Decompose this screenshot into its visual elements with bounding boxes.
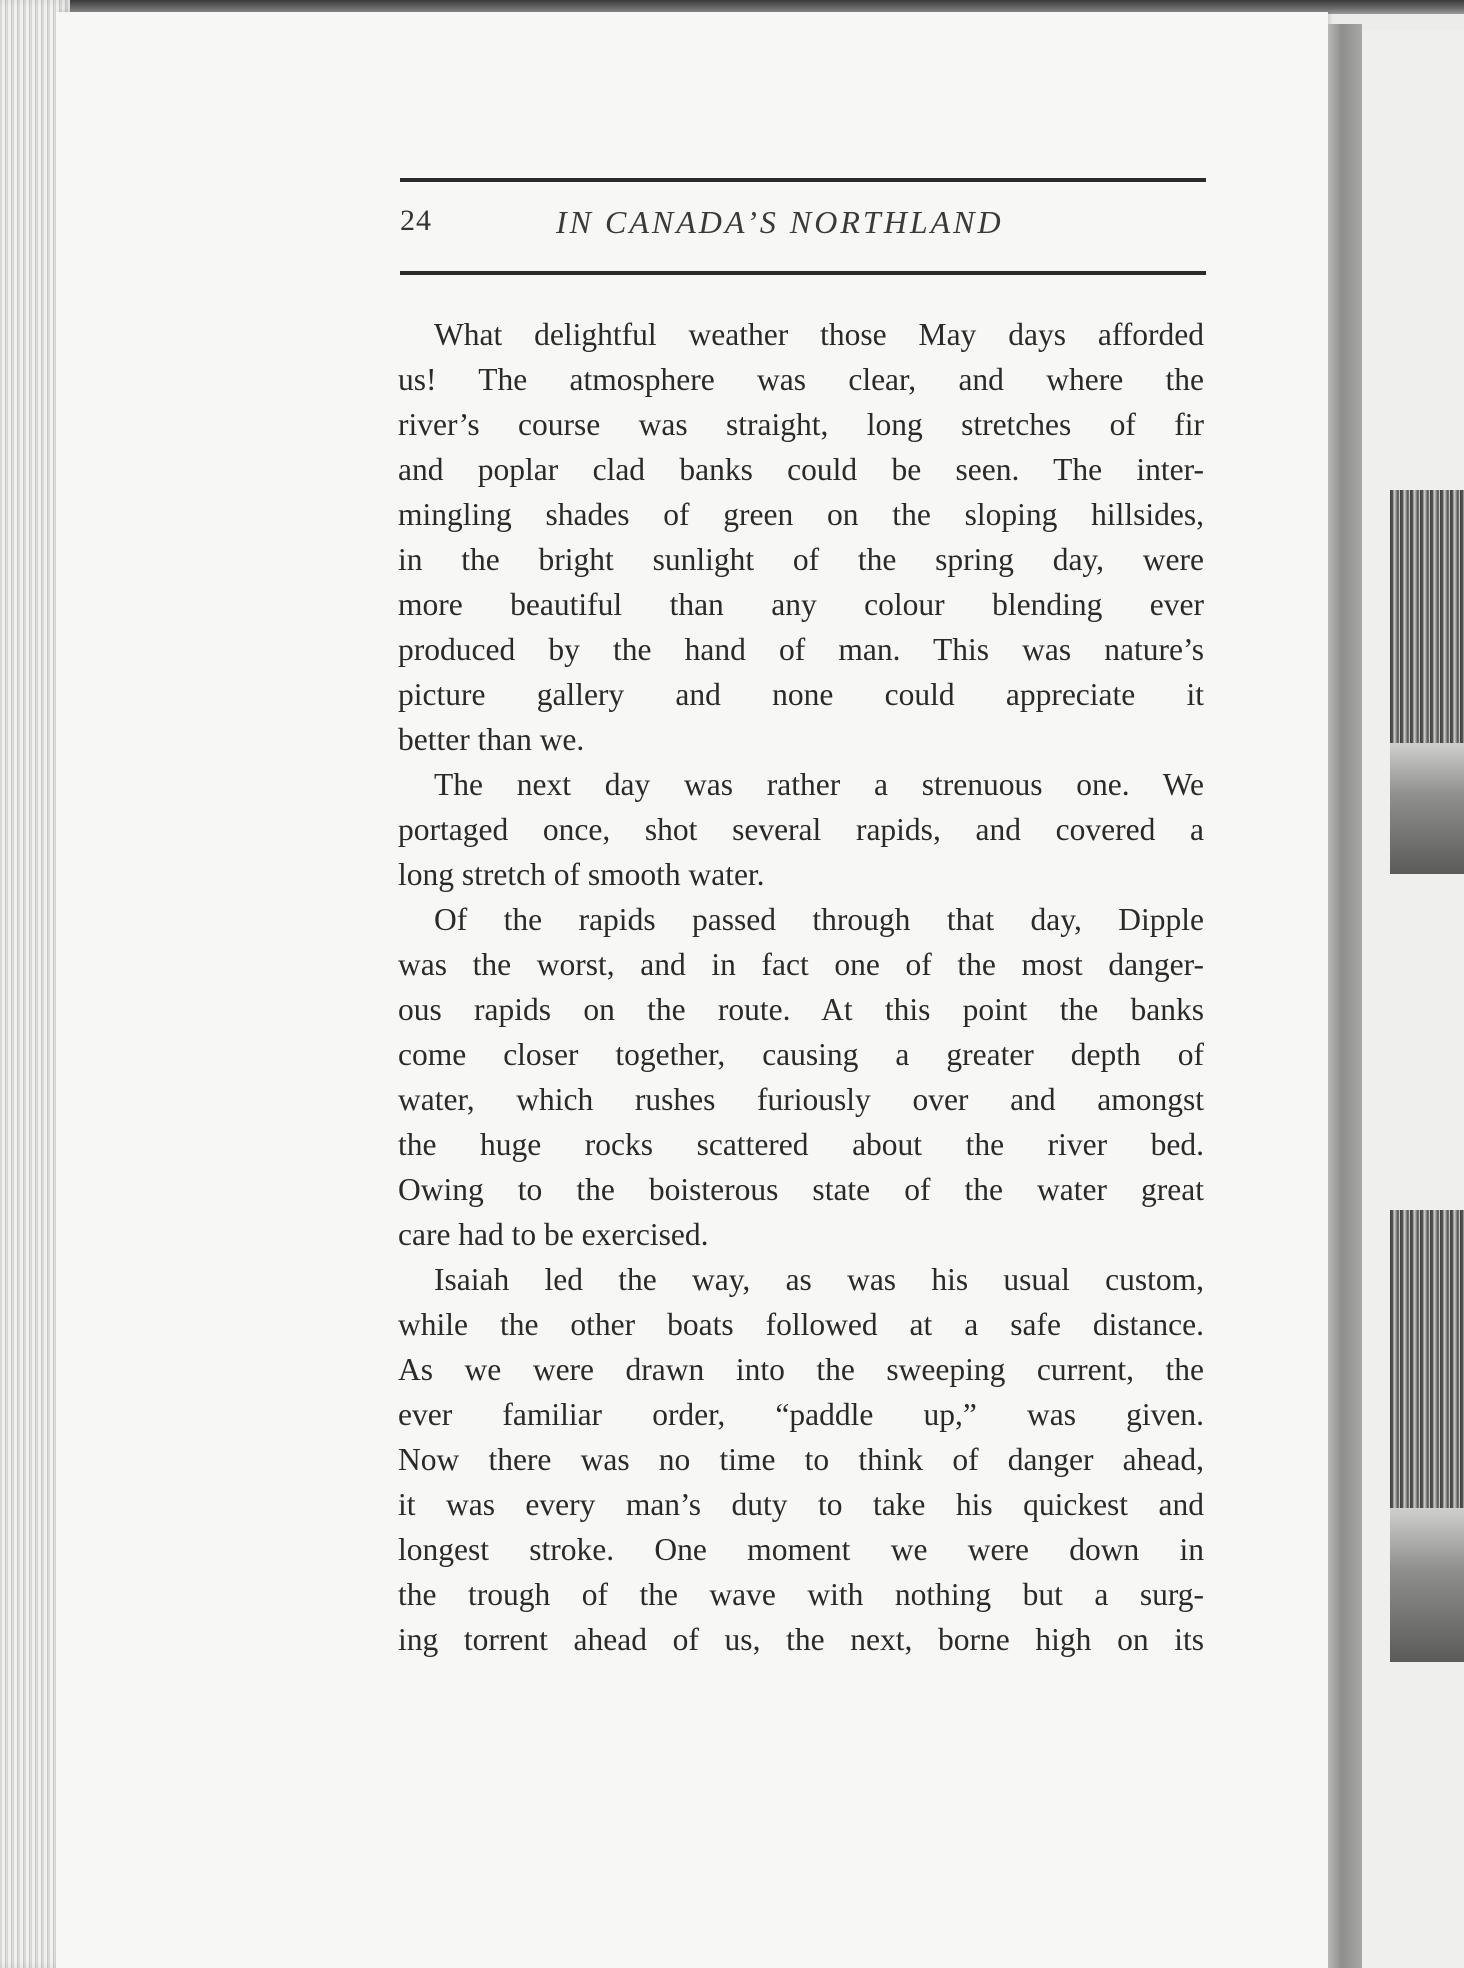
text-line: portaged once, shot several rapids, and covered a [398, 812, 1204, 847]
text-line: more beautiful than any colour blending ever [398, 587, 1204, 622]
facing-page [1362, 30, 1464, 1968]
text-line: river’s course was straight, long stretches of fir [398, 407, 1204, 442]
running-title: IN CANADA’S NORTHLAND [556, 204, 1004, 240]
text-line: long stretch of smooth water. [398, 857, 765, 892]
header-rule-bottom [400, 271, 1206, 275]
text-line: us! The atmosphere was clear, and where the [398, 362, 1204, 397]
text-line: ing torrent ahead of us, the next, borne high on its [398, 1622, 1204, 1657]
text-line: The next day was rather a strenuous one. We [434, 767, 1204, 802]
text-line: longest stroke. One moment we were down in [398, 1532, 1204, 1567]
text-line: better than we. [398, 722, 585, 757]
text-line: Now there was no time to think of danger ahead, [398, 1442, 1204, 1477]
text-line: while the other boats followed at a safe distance. [398, 1307, 1204, 1342]
text-line: What delightful weather those May days afforded [434, 317, 1204, 352]
text-line: water, which rushes furiously over and amongst [398, 1082, 1204, 1117]
page-number: 24 [400, 204, 432, 237]
text-line: ever familiar order, “paddle up,” was given. [398, 1397, 1204, 1432]
text-line: care had to be exercised. [398, 1217, 709, 1252]
body-text [398, 312, 1204, 1662]
text-line: and poplar clad banks could be seen. The inter- [398, 452, 1204, 487]
text-line: produced by the hand of man. This was nature’s [398, 632, 1204, 667]
facing-photo-plate-upper [1390, 490, 1464, 874]
header-rule-top [400, 178, 1206, 182]
text-line: come closer together, causing a greater depth of [398, 1037, 1204, 1072]
text-line: in the bright sunlight of the spring day, were [398, 542, 1204, 577]
text-line: Owing to the boisterous state of the water great [398, 1172, 1204, 1207]
text-line: it was every man’s duty to take his quickest and [398, 1487, 1204, 1522]
text-line: mingling shades of green on the sloping hillsides, [398, 497, 1204, 532]
text-line: the trough of the wave with nothing but a surg- [398, 1577, 1204, 1612]
book-gutter [1328, 24, 1362, 1968]
text-line: was the worst, and in fact one of the most danger- [398, 947, 1204, 982]
text-line: As we were drawn into the sweeping current, the [398, 1352, 1204, 1387]
text-line: Isaiah led the way, as was his usual custom, [434, 1262, 1204, 1297]
facing-photo-plate-lower [1390, 1210, 1464, 1662]
text-line: ous rapids on the route. At this point the banks [398, 992, 1204, 1027]
text-line: picture gallery and none could appreciate it [398, 677, 1204, 712]
text-line: the huge rocks scattered about the river bed. [398, 1127, 1204, 1162]
text-line: Of the rapids passed through that day, Dipple [434, 902, 1204, 937]
